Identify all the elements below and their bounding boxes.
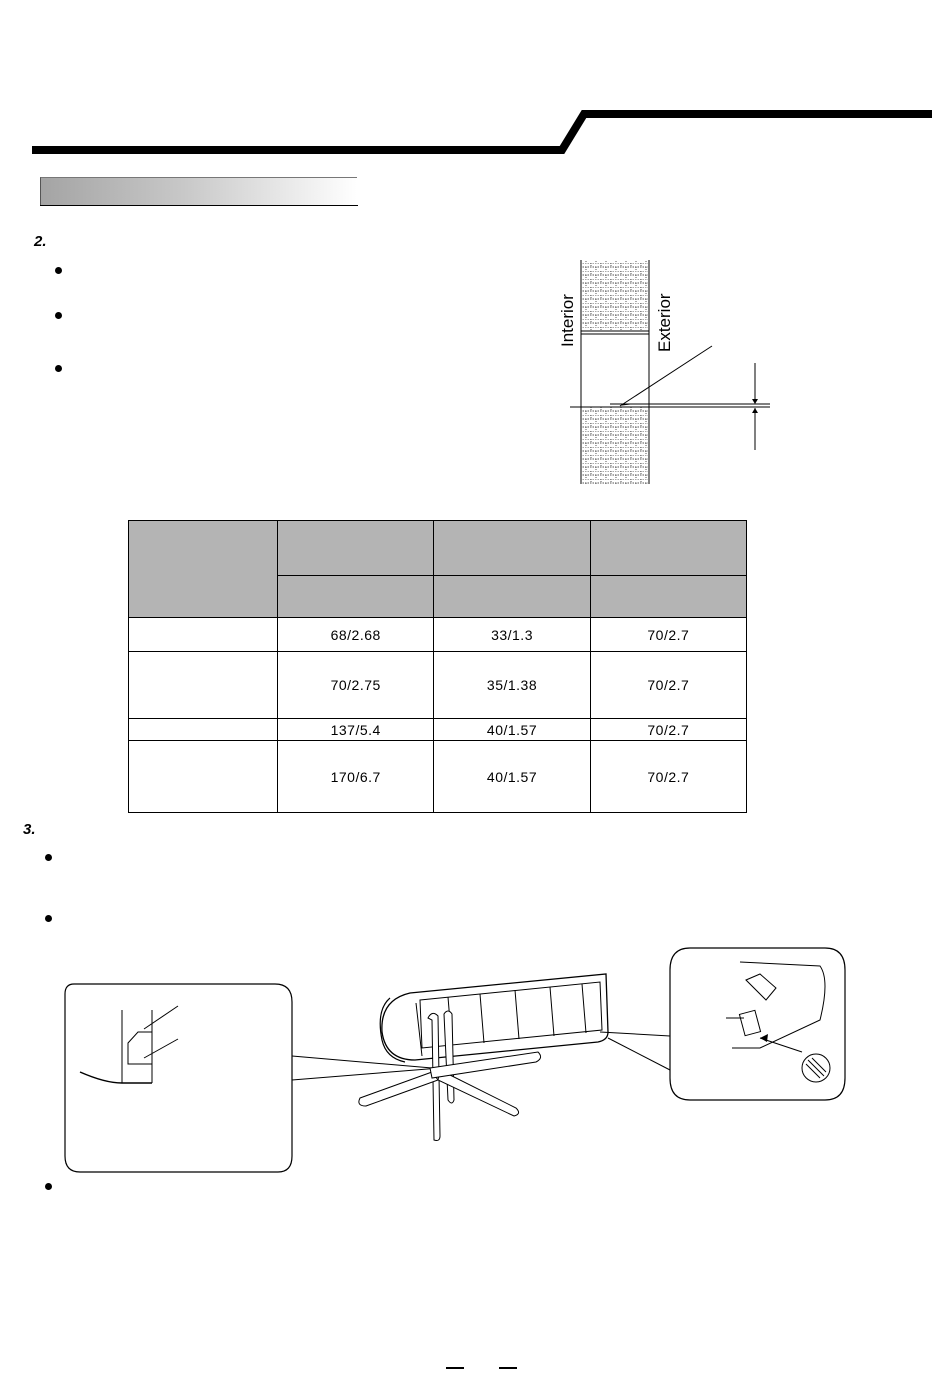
interior-label: Interior [558, 294, 577, 347]
bullet-2 [55, 312, 62, 319]
model-cell [129, 719, 278, 741]
table-cell: 68/2.68 [278, 618, 434, 652]
indoor-unit-illustration [60, 940, 860, 1180]
model-cell [129, 618, 278, 652]
table-row [129, 719, 747, 741]
table-row [129, 618, 747, 652]
table-cell: 70/2.7 [590, 652, 746, 719]
table-cell: 70/2.7 [590, 618, 746, 652]
wall-hole-diagram [550, 255, 780, 490]
table-row [129, 652, 747, 719]
page-number-left-dash [446, 1367, 464, 1369]
bullet-5 [45, 915, 52, 922]
spec-table [128, 520, 747, 813]
table-header-cell [590, 521, 746, 576]
table-header-cell [278, 576, 434, 618]
table-cell: 35/1.38 [434, 652, 590, 719]
header-bar [0, 0, 950, 170]
table-cell: 70/2.75 [278, 652, 434, 719]
table-header-cell [278, 521, 434, 576]
section-heading-bar [40, 177, 357, 206]
table-cell: 40/1.57 [434, 719, 590, 741]
step-2-number: 2. [34, 233, 47, 250]
bullet-4 [45, 854, 52, 861]
step-3-number: 3. [23, 821, 36, 838]
bullet-3 [55, 365, 62, 372]
table-header-cell [434, 576, 590, 618]
table-row [129, 741, 747, 813]
table-cell: 70/2.7 [590, 719, 746, 741]
table-header-cell [590, 576, 746, 618]
table-cell: 40/1.57 [434, 741, 590, 813]
table-cell: 70/2.7 [590, 741, 746, 813]
bullet-6 [45, 1183, 52, 1190]
table-cell: 170/6.7 [278, 741, 434, 813]
table-cell: 33/1.3 [434, 618, 590, 652]
table-cell: 137/5.4 [278, 719, 434, 741]
exterior-label: Exterior [655, 293, 674, 352]
model-cell [129, 741, 278, 813]
section-heading-underline [40, 205, 358, 206]
model-cell [129, 652, 278, 719]
table-header-cell [434, 521, 590, 576]
page-number-right-dash [499, 1367, 517, 1369]
table-header-cell [129, 521, 278, 618]
bullet-1 [55, 267, 62, 274]
